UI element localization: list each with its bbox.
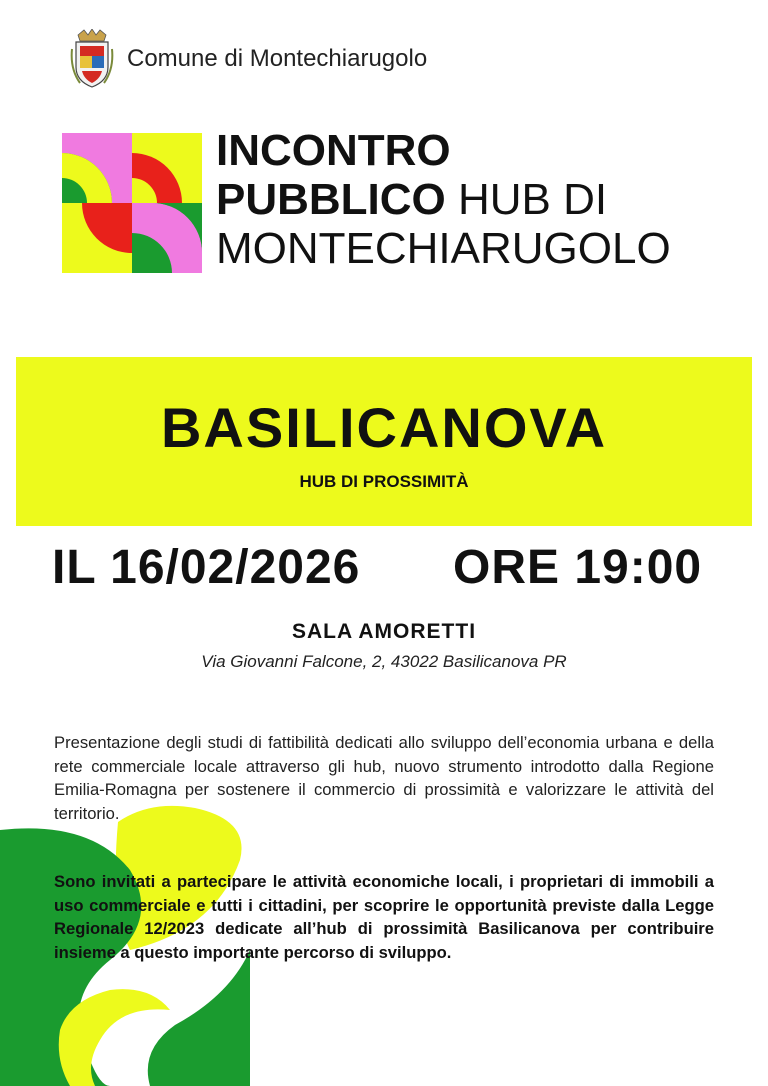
title-line-2-bold: PUBBLICO <box>216 175 446 224</box>
description-paragraph: Presentazione degli studi di fattibilità dedicati allo sviluppo dell’economia urbana e della rete commerciale locale attraverso gli hub, nuovo strumento introdotto dalla Regione Emilia-Romagna per sostenere il commercio di prossimità e valorizzare le attività del territorio. <box>54 733 714 823</box>
event-time: ORE 19:00 <box>453 541 703 594</box>
title-line-3: MONTECHIARUGOLO <box>216 224 671 273</box>
event-title <box>216 126 756 273</box>
hub-logo-icon <box>62 133 202 273</box>
coat-of-arms-icon <box>70 29 114 89</box>
municipality-name: Comune di Montechiarugolo <box>127 45 428 72</box>
title-line-2-rest: HUB DI <box>445 175 608 224</box>
venue-name: SALA AMORETTI <box>291 620 477 643</box>
venue-address: Via Giovanni Falcone, 2, 43022 Basilicanova PR <box>201 652 567 671</box>
title-line-1: INCONTRO <box>216 126 451 175</box>
event-date: IL 16/02/2026 <box>52 541 361 594</box>
location-banner <box>16 357 752 526</box>
location-name: BASILICANOVA <box>160 396 608 459</box>
location-subtitle: HUB DI PROSSIMITÀ <box>299 472 469 491</box>
invitation-paragraph: Sono invitati a partecipare le attività economiche locali, i proprietari di immobili a uso commerciale e tutti i cittadini, per scoprire le opportunità previste dalla Legge Regionale 12/2023 dedicate all’hub di prossimità Basilicanova per contribuire insieme a questo importante percorso di sviluppo. <box>54 872 714 962</box>
